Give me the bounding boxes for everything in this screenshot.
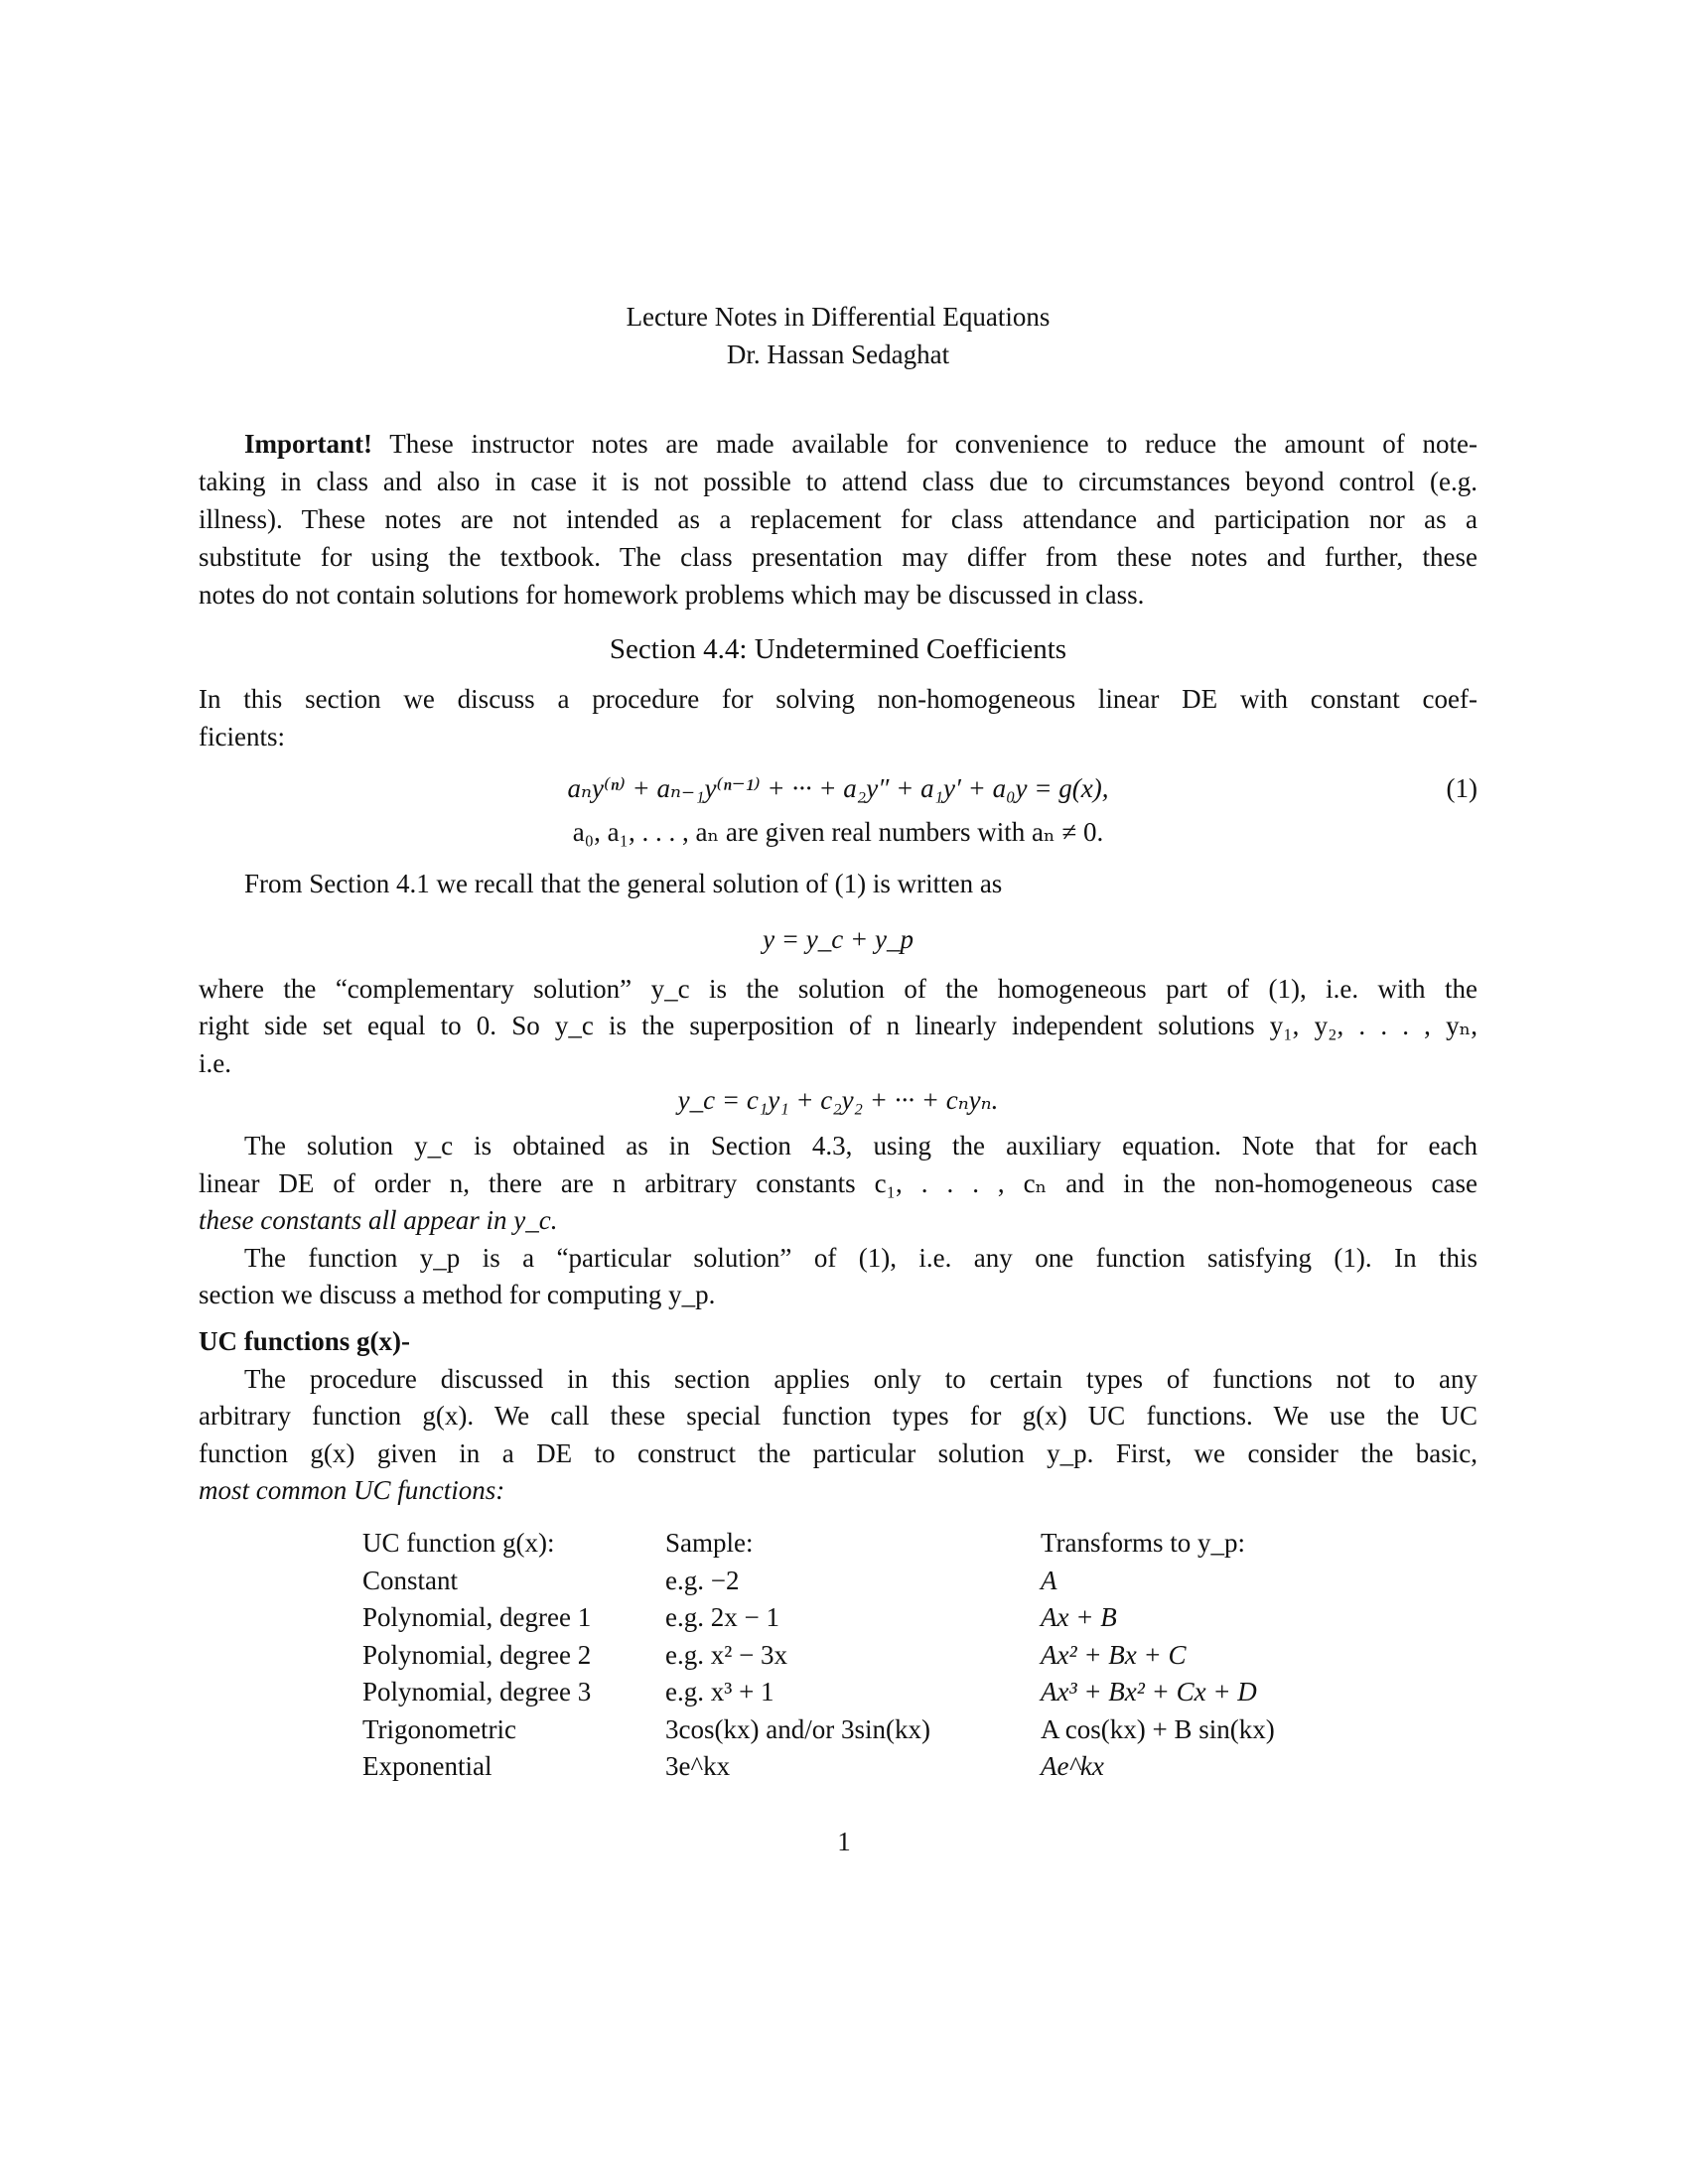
yc-paragraph-line: linear DE of order n, there are n arbitrary constants c₁, . . . , cₙ and in the non-homogeneous case bbox=[199, 1168, 1477, 1198]
table-cell: 3cos(kx) and/or 3sin(kx) bbox=[665, 1713, 930, 1744]
table-cell: e.g. 2x − 1 bbox=[665, 1602, 779, 1632]
equation-1 bbox=[199, 772, 1477, 804]
table-cell: 3e^kx bbox=[665, 1751, 731, 1781]
table-cell: Exponential bbox=[362, 1751, 492, 1781]
notice-label: Important! bbox=[244, 429, 372, 459]
table-header-cell: Sample: bbox=[665, 1528, 754, 1558]
table-header-cell: UC function g(x): bbox=[362, 1528, 555, 1558]
table-cell: Trigonometric bbox=[362, 1713, 516, 1744]
table-cell: Ax² + Bx + C bbox=[1041, 1639, 1187, 1670]
page-number: 1 bbox=[837, 1827, 851, 1856]
equation-number: (1) bbox=[1446, 773, 1477, 803]
equation-1-body: aₙy⁽ⁿ⁾ + aₙ₋₁y⁽ⁿ⁻¹⁾ + ··· + a₂y″ + a₁y′ + a₀y = g(x), bbox=[567, 773, 1109, 803]
table-cell: Polynomial, degree 1 bbox=[362, 1602, 592, 1632]
complementary-line: i.e. bbox=[199, 1048, 231, 1078]
document-title: Lecture Notes in Differential Equations bbox=[626, 302, 1051, 332]
table-header-cell: Transforms to y_p: bbox=[1041, 1528, 1246, 1558]
table-cell: Ax³ + Bx² + Cx + D bbox=[1041, 1677, 1257, 1706]
notice-line: taking in class and also in case it is not possible to attend class due to circumstances beyond control (e.g. bbox=[199, 467, 1477, 496]
table-cell: A bbox=[1041, 1565, 1057, 1595]
yc-paragraph-line: these constants all appear in y_c. bbox=[199, 1205, 558, 1235]
section-heading: Section 4.4: Undetermined Coefficients bbox=[609, 633, 1067, 665]
table-cell: e.g. x³ + 1 bbox=[665, 1677, 774, 1706]
notice-line: substitute for using the textbook. The class presentation may differ from these notes and further, these bbox=[199, 542, 1477, 572]
notice-text: These instructor notes are made available for convenience to reduce the amount of note- bbox=[389, 429, 1477, 459]
intro-line: ficients: bbox=[199, 722, 285, 751]
table-cell: A cos(kx) + B sin(kx) bbox=[1041, 1713, 1275, 1744]
uc-functions-heading: UC functions g(x)- bbox=[199, 1326, 410, 1356]
table-cell: Ae^kx bbox=[1041, 1751, 1104, 1781]
superposition-equation: y_c = c₁y₁ + c₂y₂ + ··· + cₙyₙ. bbox=[677, 1085, 999, 1115]
uc-paragraph-line: function g(x) given in a DE to construct the particular solution y_p. First, we consider the basic, bbox=[199, 1438, 1477, 1468]
yc-paragraph-line: The solution y_c is obtained as in Section 4.3, using the auxiliary equation. Note that for each bbox=[244, 1131, 1477, 1160]
complementary-line: right side set equal to 0. So y_c is the superposition of n linearly independent solutions y₁, y₂, . . . , yₙ, bbox=[199, 1011, 1477, 1040]
table-cell: Polynomial, degree 2 bbox=[362, 1639, 592, 1670]
table-cell: Constant bbox=[362, 1565, 459, 1595]
yp-paragraph-line: The function y_p is a “particular solution” of (1), i.e. any one function satisfying (1). In this bbox=[244, 1243, 1477, 1273]
intro-line: In this section we discuss a procedure for solving non-homogeneous linear DE with constant coef- bbox=[199, 684, 1477, 714]
uc-paragraph-line: The procedure discussed in this section applies only to certain types of functions not to any bbox=[244, 1364, 1477, 1394]
table-cell: e.g. −2 bbox=[665, 1565, 740, 1595]
complementary-line: where the “complementary solution” y_c is the solution of the homogeneous part of (1), i.e. with the bbox=[199, 974, 1477, 1004]
uc-paragraph-line: most common UC functions: bbox=[199, 1475, 505, 1505]
document-author: Dr. Hassan Sedaghat bbox=[726, 340, 950, 369]
notice-line bbox=[199, 428, 1477, 460]
general-solution-equation: y = y_c + y_p bbox=[763, 924, 914, 954]
equation-1-condition: a₀, a₁, . . . , aₙ are given real numbers with aₙ ≠ 0. bbox=[572, 817, 1104, 847]
yp-paragraph-line: section we discuss a method for computing y_p. bbox=[199, 1280, 716, 1309]
notice-line: illness). These notes are not intended as a replacement for class attendance and participation nor as a bbox=[199, 504, 1477, 534]
uc-paragraph-line: arbitrary function g(x). We call these special function types for g(x) UC functions. We use the UC bbox=[199, 1401, 1477, 1431]
table-cell: Ax + B bbox=[1041, 1602, 1117, 1632]
recall-line: From Section 4.1 we recall that the general solution of (1) is written as bbox=[244, 869, 1003, 898]
table-cell: e.g. x² − 3x bbox=[665, 1639, 788, 1670]
notice-line: notes do not contain solutions for homework problems which may be discussed in class. bbox=[199, 580, 1145, 610]
table-cell: Polynomial, degree 3 bbox=[362, 1677, 592, 1706]
